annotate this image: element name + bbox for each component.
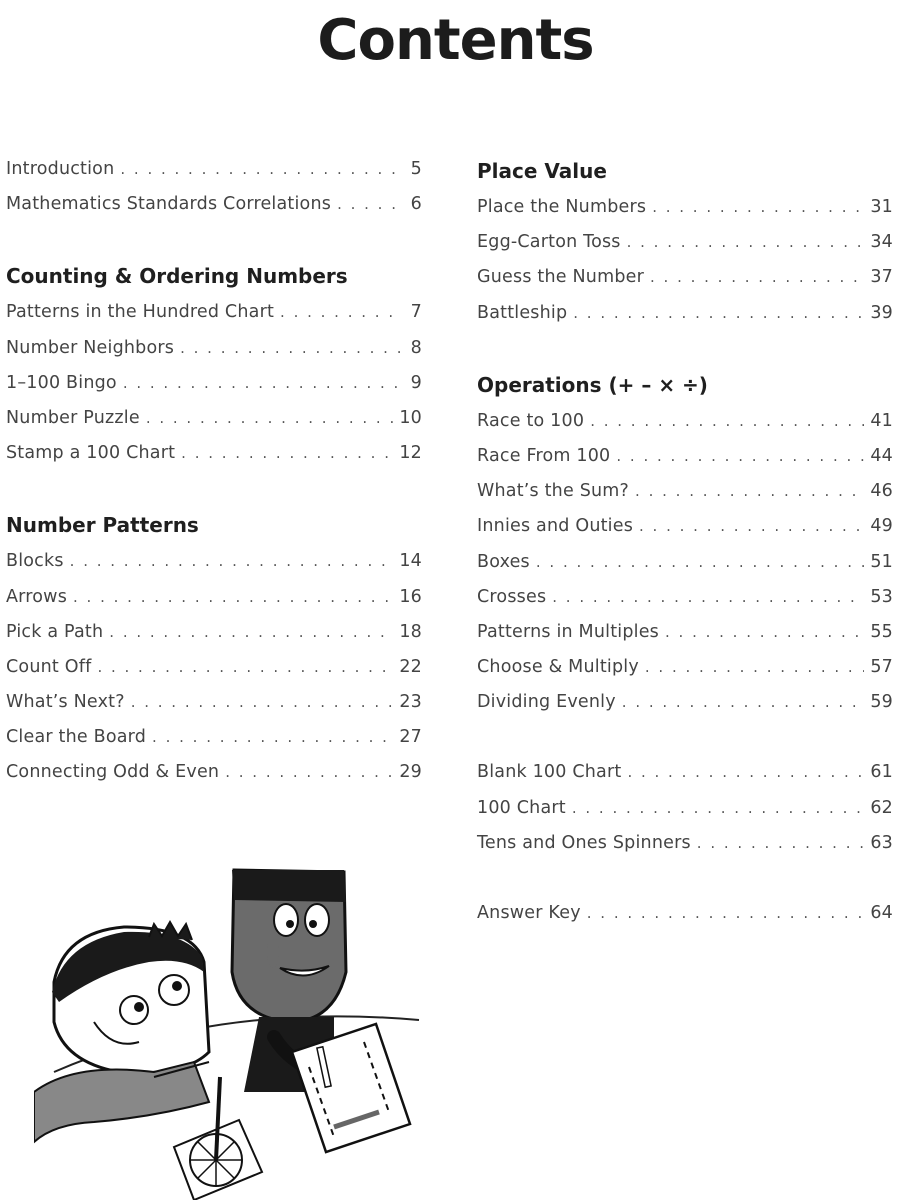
toc-entry[interactable]: [6, 366, 422, 401]
toc-entry-page: 63: [870, 832, 893, 853]
dot-leader: [590, 404, 864, 439]
dot-leader: [552, 580, 864, 615]
toc-entry-label: Place the Numbers: [477, 197, 647, 217]
page-title: Contents: [317, 8, 594, 73]
toc-entry-page: 29: [399, 762, 422, 783]
toc-entry[interactable]: [477, 296, 893, 331]
toc-entry-label: Patterns in the Hundred Chart: [6, 302, 275, 323]
toc-entry-page: 10: [399, 407, 422, 428]
toc-entry-page: 59: [870, 692, 893, 713]
toc-entry-label: Innies and Outies: [477, 516, 634, 537]
toc-entry-page: 46: [870, 481, 893, 502]
toc-entry-label: What’s Next?: [6, 692, 125, 713]
toc-entry-label: Egg-Carton Toss: [477, 232, 621, 253]
toc-entry-page: 18: [399, 621, 422, 642]
toc-entry[interactable]: [477, 260, 893, 295]
toc-entry-label: Boxes: [477, 551, 530, 572]
dot-leader: [622, 685, 865, 720]
toc-entry-page: 31: [870, 197, 893, 217]
dot-leader: [70, 544, 394, 579]
toc-entry-page: 9: [410, 372, 422, 393]
section-spacer: [477, 331, 893, 366]
dot-leader: [650, 260, 864, 295]
toc-entry-page: 57: [870, 657, 893, 678]
dot-leader: [572, 791, 864, 826]
dot-leader: [109, 615, 393, 650]
toc-entry[interactable]: [477, 826, 893, 861]
toc-entry-label: Guess the Number: [477, 267, 644, 288]
dot-leader: [225, 755, 393, 790]
toc-entry-page: 51: [870, 551, 893, 572]
toc-entry[interactable]: [6, 580, 422, 615]
toc-entry-label: Race From 100: [477, 445, 611, 466]
toc-entry[interactable]: [6, 615, 422, 650]
toc-entry-page: 14: [399, 551, 422, 572]
toc-entry-page: 12: [399, 443, 422, 464]
patterns-section: [6, 506, 422, 790]
toc-entry-label: Mathematics Standards Correlations: [6, 194, 332, 215]
dot-leader: [97, 650, 393, 685]
toc-entry-page: 62: [870, 797, 893, 818]
dot-leader: [73, 580, 393, 615]
toc-entry-page: 27: [399, 727, 422, 748]
contents-left-column: [6, 152, 422, 791]
dot-leader: [180, 331, 402, 366]
toc-entry-label: What’s the Sum?: [477, 481, 630, 502]
operations-section: [477, 366, 893, 721]
intro-section: [6, 152, 422, 222]
toc-entry-label: 100 Chart: [477, 797, 566, 818]
toc-entry-page: 41: [870, 410, 893, 431]
toc-entry-page: 34: [870, 232, 893, 253]
dot-leader: [120, 152, 402, 187]
dot-leader: [337, 187, 402, 222]
dot-leader: [146, 401, 394, 436]
toc-entry-page: 49: [870, 516, 893, 537]
toc-entry-page: 64: [870, 903, 893, 923]
dot-leader: [645, 650, 864, 685]
two-kids-playing-math-games-illustration: [34, 862, 424, 1200]
toc-entry-page: 16: [399, 586, 422, 607]
dot-leader: [181, 436, 393, 471]
toc-entry-page: 7: [410, 302, 422, 323]
toc-entry-page: 55: [870, 621, 893, 642]
section-heading: Operations (+ – × ÷): [477, 372, 708, 397]
toc-entry[interactable]: [6, 436, 422, 471]
place-value-section: [477, 152, 893, 331]
section-heading: Place Value: [477, 159, 607, 183]
charts-section: [477, 755, 893, 861]
dot-leader: [573, 296, 864, 331]
dot-leader: [652, 190, 864, 225]
toc-entry[interactable]: [6, 650, 422, 685]
dot-leader: [627, 225, 865, 260]
toc-entry-label: Introduction: [6, 159, 115, 179]
toc-entry-label: Stamp a 100 Chart: [6, 443, 176, 464]
toc-entry-page: 22: [399, 656, 422, 677]
toc-entry[interactable]: [6, 152, 422, 187]
toc-entry[interactable]: [477, 755, 893, 790]
boy-light-figure: [34, 922, 209, 1142]
toc-entry[interactable]: [6, 331, 422, 366]
toc-entry[interactable]: [477, 791, 893, 826]
toc-entry-page: 37: [870, 267, 893, 288]
dot-leader: [616, 439, 864, 474]
toc-entry[interactable]: [6, 187, 422, 222]
toc-entry[interactable]: [6, 544, 422, 579]
toc-entry[interactable]: [477, 580, 893, 615]
toc-entry-label: Number Neighbors: [6, 337, 175, 358]
section-heading: Number Patterns: [6, 513, 199, 538]
toc-entry-label: Dividing Evenly: [477, 692, 616, 713]
dot-leader: [280, 295, 402, 330]
toc-entry-label: Clear the Board: [6, 727, 147, 748]
toc-entry[interactable]: [477, 685, 893, 720]
toc-entry[interactable]: [6, 401, 422, 436]
toc-entry[interactable]: [477, 615, 893, 650]
contents-right-column: [477, 152, 893, 931]
dot-leader: [587, 896, 865, 931]
dot-leader: [665, 615, 864, 650]
toc-entry[interactable]: [6, 295, 422, 330]
toc-entry-page: 5: [410, 159, 422, 179]
dot-leader: [123, 366, 402, 401]
toc-entry-label: Number Puzzle: [6, 407, 140, 428]
toc-entry[interactable]: [477, 545, 893, 580]
toc-entry[interactable]: [477, 474, 893, 509]
dot-leader: [697, 826, 865, 861]
dot-leader: [627, 755, 864, 790]
toc-entry-label: Blank 100 Chart: [477, 762, 622, 783]
section-spacer: [477, 861, 893, 896]
toc-entry[interactable]: [477, 509, 893, 544]
toc-entry[interactable]: [6, 720, 422, 755]
dot-leader: [152, 720, 393, 755]
toc-entry-label: Connecting Odd & Even: [6, 762, 220, 783]
dot-leader: [536, 545, 864, 580]
toc-entry[interactable]: [477, 439, 893, 474]
toc-entry-page: 61: [870, 762, 893, 783]
toc-entry-label: Blocks: [6, 551, 64, 572]
answers-section: [477, 896, 893, 931]
toc-entry-page: 23: [399, 692, 422, 713]
toc-entry-page: 8: [410, 337, 422, 358]
toc-entry-label: Tens and Ones Spinners: [477, 832, 691, 853]
toc-entry-label: Choose & Multiply: [477, 657, 639, 678]
toc-entry-label: Patterns in Multiples: [477, 621, 659, 642]
toc-entry-page: 39: [870, 302, 893, 323]
toc-entry-label: Crosses: [477, 586, 547, 607]
toc-entry-label: Answer Key: [477, 903, 581, 923]
toc-entry[interactable]: [6, 755, 422, 790]
toc-entry-label: Count Off: [6, 656, 92, 677]
toc-entry[interactable]: [477, 404, 893, 439]
toc-entry[interactable]: [477, 190, 893, 225]
toc-entry-label: 1–100 Bingo: [6, 372, 117, 393]
toc-entry[interactable]: [477, 225, 893, 260]
toc-entry[interactable]: [6, 685, 422, 720]
section-heading: Counting & Ordering Numbers: [6, 264, 348, 289]
counting-section: [6, 257, 422, 471]
toc-entry-page: 44: [870, 445, 893, 466]
toc-entry-label: Race to 100: [477, 410, 585, 431]
toc-entry[interactable]: [477, 896, 893, 931]
toc-entry-label: Battleship: [477, 302, 568, 323]
toc-entry-page: 6: [410, 194, 422, 215]
toc-entry-page: 53: [870, 586, 893, 607]
toc-entry-label: Pick a Path: [6, 621, 104, 642]
section-spacer: [477, 720, 893, 755]
toc-entry[interactable]: [477, 650, 893, 685]
dot-leader: [639, 509, 864, 544]
toc-entry-label: Arrows: [6, 586, 68, 607]
section-spacer: [6, 222, 422, 257]
dot-leader: [131, 685, 394, 720]
section-spacer: [6, 471, 422, 506]
dot-leader: [635, 474, 864, 509]
